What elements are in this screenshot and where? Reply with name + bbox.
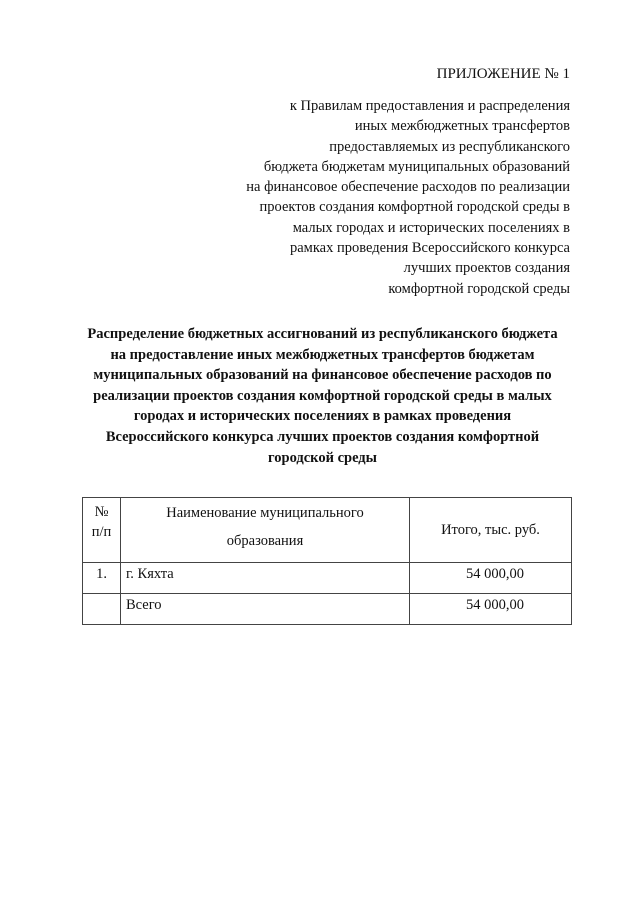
appendix-line: малых городах и исторических поселениях в [292,219,570,236]
heading-line: городах и исторических поселениях в рамках проведения [133,408,512,425]
allocation-table [82,497,572,625]
appendix-line: бюджета бюджетам муниципальных образований [263,158,570,175]
document-heading [70,324,575,468]
header-municipality-line2: образования [226,533,304,549]
heading-line: реализации проектов создания комфортной городской среды в малых [93,387,552,404]
header-municipality-line1: Наименование муниципального [166,505,364,521]
appendix-line: комфортной городской среды [388,280,570,297]
appendix-line: лучших проектов создания [403,260,570,277]
row-municipality: Всего [121,594,410,625]
row-total: 54 000,00 [410,563,572,594]
header-municipality [121,498,410,563]
appendix-line: к Правилам предоставления и распределения [289,98,570,114]
heading-line: Распределение бюджетных ассигнований из республиканского бюджета [87,326,558,342]
appendix-line: предоставляемых из республиканского [329,138,570,155]
appendix-line: иных межбюджетных трансфертов [354,118,570,135]
header-number-line2: п/п [91,524,112,540]
table-row-summary [83,594,572,625]
header-total: Итого, тыс. руб. [410,498,572,563]
row-number: 1. [83,563,121,594]
heading-line: городской среды [268,449,377,466]
row-total: 54 000,00 [410,594,572,625]
appendix-reference [246,96,570,299]
heading-line: Всероссийского конкурса лучших проектов создания комфортной [105,428,540,445]
row-municipality: г. Кяхта [121,563,410,594]
heading-line: муниципальных образований на финансовое обеспечение расходов по [93,367,552,384]
row-number [83,594,121,625]
table-row [83,563,572,594]
table-header-row [83,498,572,563]
appendix-line: проектов создания комфортной городской среды в [259,199,570,216]
heading-line: на предоставление иных межбюджетных трансфертов бюджетам [110,346,535,363]
appendix-line: рамках проведения Всероссийского конкурса [289,240,570,257]
header-number-line1: № [94,504,109,520]
header-number [83,498,121,563]
appendix-title: ПРИЛОЖЕНИЕ № 1 [436,66,570,82]
appendix-line: на финансовое обеспечение расходов по реализации [246,179,570,196]
